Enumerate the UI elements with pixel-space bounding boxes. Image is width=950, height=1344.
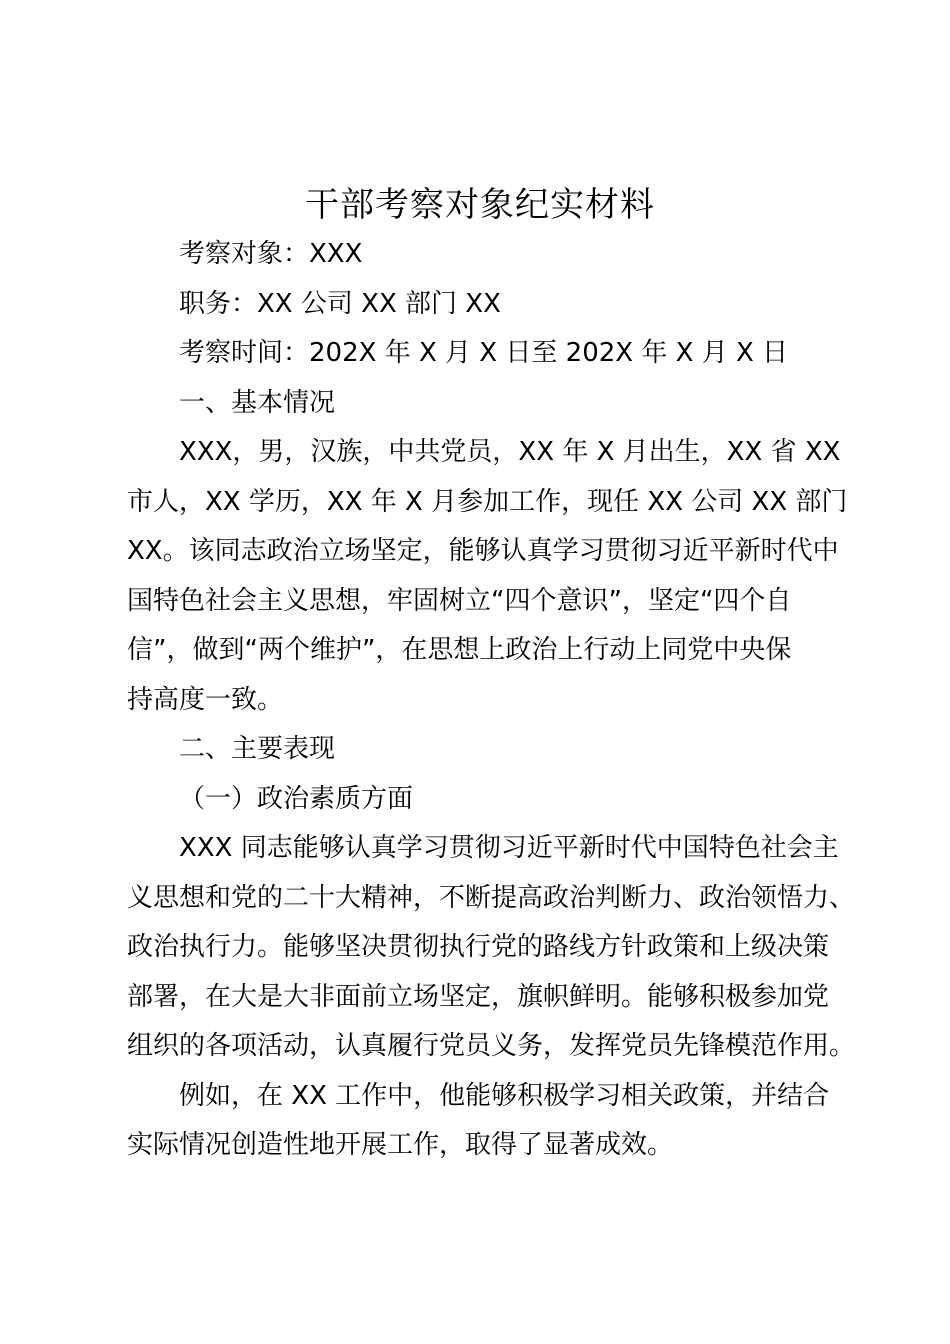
meta-position: 职务：XX 公司 XX 部门 XX (179, 288, 501, 319)
paragraph-line: 国特色社会主义思想，牢固树立“四个意识”，坚定“四个自 (127, 585, 792, 616)
paragraph-line: 例如，在 XX 工作中，他能够积极学习相关政策，并结合 (179, 1080, 830, 1111)
paragraph-line: 部署，在大是大非面前立场坚定，旗帜鲜明。能够积极参加党 (127, 981, 830, 1012)
paragraph-line: XXX 同志能够认真学习贯彻习近平新时代中国特色社会主 (179, 833, 839, 863)
paragraph-line: 持高度一致。 (127, 684, 284, 715)
paragraph-line: XXX，男，汉族，中共党员，XX 年 X 月出生，XX 省 XX (179, 437, 841, 467)
paragraph-line: 信”，做到“两个维护”，在思想上政治上行动上同党中央保 (127, 635, 792, 665)
document-body (127, 230, 856, 1171)
section-heading-main: 二、主要表现 (179, 734, 336, 764)
meta-period: 考察时间：202X 年 X 月 X 日至 202X 年 X 月 X 日 (179, 338, 789, 368)
paragraph-line: 市人，XX 学历，XX 年 X 月参加工作，现任 XX 公司 XX 部门 (127, 486, 848, 517)
paragraph-line: 实际情况创造性地开展工作，取得了显著成效。 (127, 1130, 674, 1160)
meta-subject: 考察对象：XXX (179, 239, 363, 269)
subsection-heading-political: （一）政治素质方面 (179, 783, 414, 814)
paragraph-line: 组织的各项活动，认真履行党员义务，发挥党员先锋模范作用。 (127, 1031, 856, 1061)
paragraph-line: 政治执行力。能够坚决贯彻执行党的路线方针政策和上级决策 (127, 932, 830, 962)
paragraph-line: XX。该同志政治立场坚定，能够认真学习贯彻习近平新时代中 (127, 536, 839, 566)
paragraph-line: 义思想和党的二十大精神，不断提高政治判断力、政治领悟力、 (127, 882, 856, 913)
document-title: 干部考察对象纪实材料 (305, 185, 655, 225)
section-heading-basic: 一、基本情况 (179, 387, 336, 418)
